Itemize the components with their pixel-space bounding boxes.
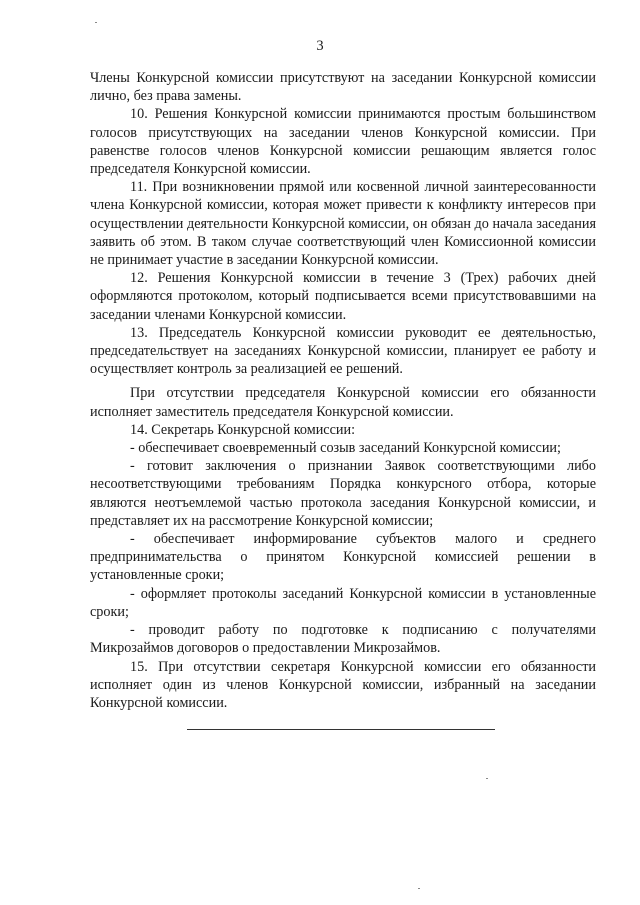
list-item-informing: - обеспечивает информирование субъектов малого и среднего предпринимательства о принятом Конкурсной комиссией решении в установленные сроки; bbox=[90, 531, 596, 584]
page-number: 3 bbox=[316, 38, 324, 54]
list-item-contracts: - проводит работу по подготовке к подписанию с получателями Микрозаймов договоров о предоставлении Микрозаймов. bbox=[90, 622, 596, 657]
paragraph-13-chairman: 13. Председатель Конкурсной комиссии руководит ее деятельностью, председательствует на заседаниях Конкурсной комиссии, планирует ее работу и осуществляет контроль за реализацией ее решений. bbox=[90, 324, 596, 378]
footer-divider bbox=[187, 729, 495, 730]
paragraph-15-secretary-absence: 15. При отсутствии секретаря Конкурсной комиссии его обязанности исполняет один из членов Конкурсной комиссии, избранный на заседании Конкурсной комиссии. bbox=[90, 658, 596, 711]
scan-speck bbox=[486, 778, 488, 779]
paragraph-11-conflict-of-interest: 11. При возникновении прямой или косвенной личной заинтересованности члена Конкурсной комиссии, которая может привести к конфликту интересов при осуществлении деятельности Конкурсной комиссии, он обязан до начала заседания заявить об этом. В таком случае соответствующий член Комиссионной комиссии не принимает участие в заседании Конкурсной комиссии. bbox=[90, 179, 596, 269]
document-body bbox=[90, 69, 596, 712]
scan-speck bbox=[95, 22, 97, 23]
paragraph-10-decisions: 10. Решения Конкурсной комиссии принимаются простым большинством голосов присутствующих на заседании членов Конкурсной комиссии. При равенстве голосов членов Конкурсной комиссии решающим является голос председателя Конкурсной комиссии. bbox=[90, 106, 596, 178]
scan-speck bbox=[418, 888, 420, 889]
paragraph-12-protocol: 12. Решения Конкурсной комиссии в течение 3 (Трех) рабочих дней оформляются протоколом, который подписывается всеми присутствовавшими на заседании членами Конкурсной комиссии. bbox=[90, 270, 596, 323]
list-item-convening: - обеспечивает своевременный созыв заседаний Конкурсной комиссии; bbox=[130, 440, 561, 457]
paragraph-members-presence: Члены Конкурсной комиссии присутствуют на заседании Конкурсной комиссии лично, без права замены. bbox=[90, 70, 596, 105]
list-item-conclusions: - готовит заключения о признании Заявок соответствующими либо несоответствующими требованиям Порядка конкурсного отбора, которые являются неотъемлемой частью протокола заседания Конкурсной комиссии, и представляет их на рассмотрение Конкурсной комиссии; bbox=[90, 458, 596, 529]
list-item-protocols: - оформляет протоколы заседаний Конкурсной комиссии в установленные сроки; bbox=[90, 585, 596, 620]
paragraph-14-secretary: 14. Секретарь Конкурсной комиссии: bbox=[130, 421, 356, 438]
paragraph-chairman-absence: При отсутствии председателя Конкурсной комиссии его обязанности исполняет заместитель председателя Конкурсной комиссии. bbox=[90, 385, 596, 420]
